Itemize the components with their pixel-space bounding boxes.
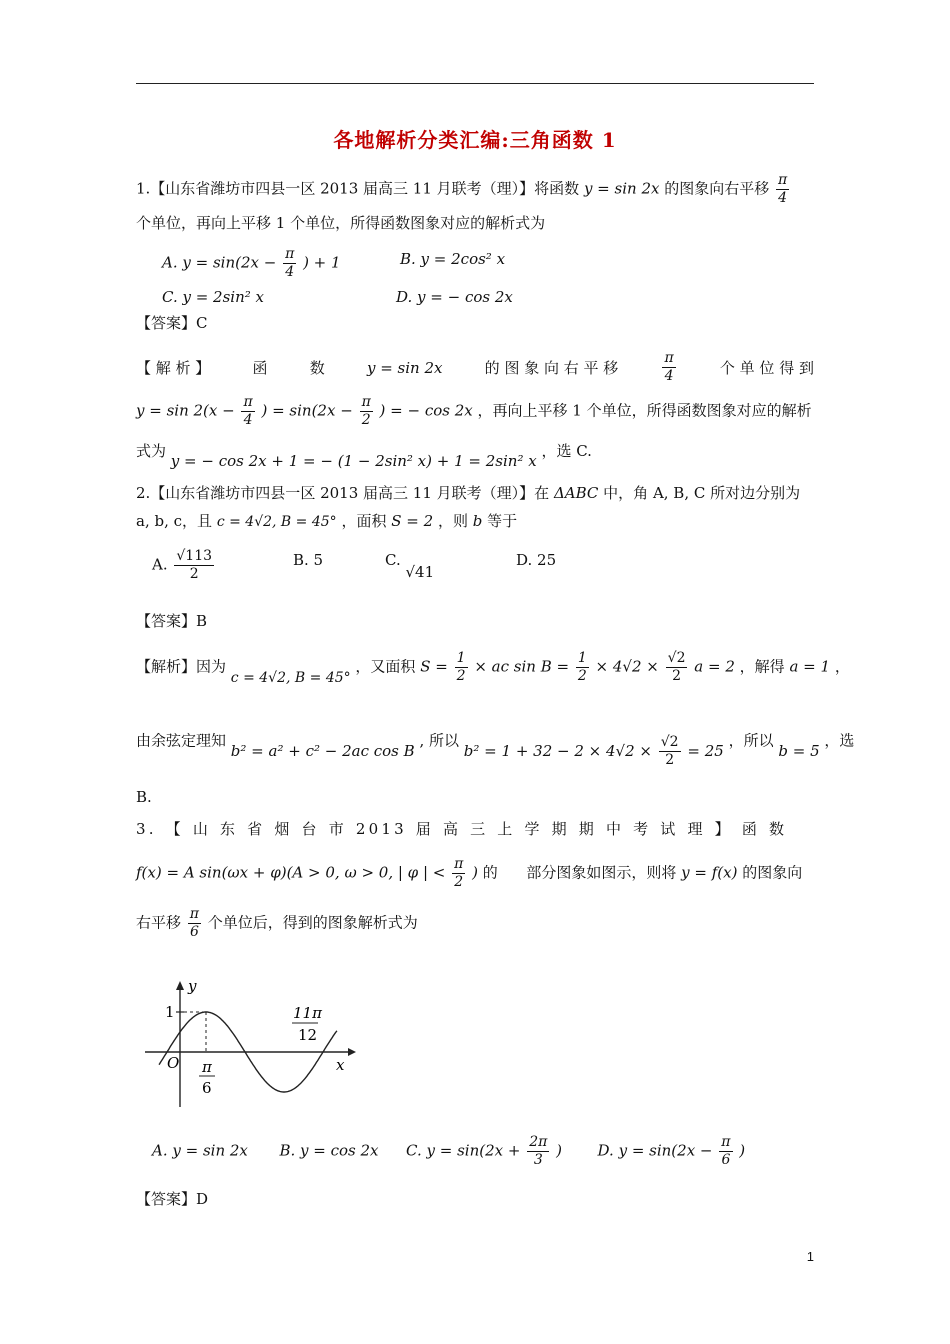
q3-option-d-pre: D. y = sin(2x − [597,1141,713,1160]
y-axis-label: y [188,977,197,995]
q1-ana2-num1: π [243,394,253,410]
q3-opt-c-num: 2π [529,1134,548,1150]
q2-ana1-half2-num: 1 [577,650,587,666]
q3-answer: 【答案】D [136,1190,209,1208]
q1-ana3-post: ，选 C. [541,442,592,460]
x-axis-label: x [336,1056,345,1074]
q2-ana2-root-num: √2 [660,734,679,750]
q2-analysis-line1 [136,650,850,685]
eleven-pi-den: 12 [298,1026,318,1044]
q2-stem-line1 [136,482,800,504]
q1-analysis-eq: y = sin 2x [366,358,443,377]
q1-ana2-fraction1 [241,394,254,429]
q2-ana2-eq2: b² = 1 + 32 − 2 × 4√2 × [463,741,652,760]
y-one-label: 1 [165,1003,175,1021]
q2-option-a [152,548,216,583]
q2-ana2-root-fraction [659,734,681,769]
q1-ana2-den2: 2 [361,412,371,428]
q2-analysis-line3: B. [136,788,152,806]
q2-stem2-c: ，则 [437,512,468,530]
q2-stem2-a: a, b, c，且 [136,512,213,530]
q3-stem3-num: π [189,906,199,922]
q2-ana1-half1-num: 1 [456,650,466,666]
q2-ana1-x1: × ac sin B = [474,657,570,676]
q2-stem2-b: ，面积 [341,512,387,530]
q1-opt-a-pre: A. y = sin(2x − [162,253,277,272]
q3-opt-d-num: π [721,1134,731,1150]
q1-analysis-fraction [662,350,675,385]
q2-stem-b: 中，角 A, B, C 所对边分别为 [603,484,801,502]
q2-ana2-post: ，所以 [728,731,774,750]
q2-ana1-half2 [576,650,589,685]
q3-option-c-fraction [527,1134,549,1169]
q2-opt-c-label: C. [385,551,401,569]
q2-ana1-root-den: 2 [672,668,682,684]
q2-ana2-root-den: 2 [665,752,675,768]
q3-stem2-num: π [454,856,464,872]
q1-ana3-pre: 式为 [136,442,167,460]
q1-ana2-fraction2 [360,394,373,429]
q1-ana2-den1: 4 [243,412,253,428]
q1-ana2-post: ) = − cos 2x [379,401,473,420]
q2-stem-line2 [136,510,517,533]
q1-stem-eq: y = sin 2x [583,179,660,198]
q3-option-a: A. y = sin 2x [152,1141,248,1160]
q3-options-row [152,1134,745,1169]
q2-option-b: B. 5 [293,551,324,569]
q2-ana1-x3: a = 2 [694,657,735,676]
q3-stem3-pre: 右平移 [136,913,182,932]
q1-ana2-pre: y = sin 2(x − [136,401,235,420]
q1-analysis-line3 [136,440,592,470]
q2-ana2-pre: 由余弦定理知 [136,731,227,750]
q1-stem-b: 的图象向右平移 [664,179,770,198]
q3-stem2-eq2: y = f(x) [681,863,738,882]
q3-option-d-fraction [719,1134,732,1169]
q2-ana2-end: ，选 [824,731,855,750]
q2-stem-triangle: ΔABC [553,484,599,502]
q1-analysis-mid: 的 图 象 向 右 平 移 [484,358,619,377]
q2-opt-a-num: √113 [176,548,213,564]
q1-ana3-eq: y = − cos 2x + 1 = − (1 − 2sin² x) + 1 = 2sin² x [170,452,537,470]
q2-ana1-half2-den: 2 [577,668,587,684]
q3-stem2-text: 的 部分图象如图示，则将 [482,863,677,882]
q1-stem-frac-num: π [778,172,788,188]
document-title: 各地解析分类汇编:三角函数 1 [333,128,617,152]
q1-ana2-mid: ) = sin(2x − [261,401,353,420]
q1-analysis-tail: 个 单 位 得 到 [719,358,814,377]
q1-option-d: D. y = − cos 2x [396,288,513,306]
q3-stem2-fraction [452,856,465,891]
q2-ana2-eq: b² = a² + c² − 2ac cos B [230,741,415,760]
q2-ana1-end: ， [834,657,850,676]
q2-stem2-var: b [472,512,483,530]
q2-ana1-mid: ，又面积 [355,657,416,676]
q2-ana2-result: b = 5 [778,741,820,760]
q3-stem-line3 [136,906,418,941]
q3-stem3-fraction [188,906,201,941]
q2-stem2-s: S = 2 [391,512,434,530]
header-rule [136,83,814,84]
q3-option-b: B. y = cos 2x [279,1141,379,1160]
q2-ana1-post: ，解得 [739,657,785,676]
q2-ana2-mid: , 所以 [419,731,459,750]
origin-label: O [167,1054,180,1072]
q2-ana1-half1 [455,650,468,685]
x-axis-arrow [348,1048,356,1056]
q1-analysis-frac-num: π [664,350,674,366]
q1-analysis-label: 【 解 析 】 [136,358,211,377]
pi6-den: 6 [202,1079,212,1097]
q1-stem-line1 [136,172,791,207]
q3-stem2-close: ) [472,863,478,882]
q1-ana2-num2: π [361,394,371,410]
q1-option-c: C. y = 2sin² x [162,288,264,306]
q2-analysis-line2 [136,724,855,768]
q2-stem2-cond: c = 4√2, B = 45° [216,514,337,530]
q2-ana1-cond: c = 4√2, B = 45° [230,669,351,686]
page-number: 1 [806,1249,814,1264]
q2-opt-a-label: A. [152,555,168,574]
q2-ana2-eq3: = 25 [687,741,724,760]
pi6-num: π [202,1058,212,1076]
q3-option-c-post: ) [556,1141,562,1160]
y-axis-arrow [176,981,184,990]
q3-stem2-eq: f(x) = A sin(ωx + φ)(A > 0, ω > 0, | φ | < [136,863,446,882]
q1-stem-line2: 个单位，再向上平移 1 个单位，所得函数图象对应的解析式为 [136,214,546,232]
q1-stem-fraction [776,172,789,207]
q3-option-d-post: ) [739,1141,746,1160]
q1-opt-a-den: 4 [285,264,295,280]
q1-analysis-frac-den: 4 [664,368,674,384]
q2-option-c [385,551,435,581]
q1-analysis-line2 [136,394,812,429]
q2-ana1-x2: × 4√2 × [595,657,659,676]
q3-sine-graph [140,975,370,1115]
q1-opt-a-fraction [283,246,296,281]
q1-analysis-word: 函 [252,358,268,377]
q3-stem-line2 [136,856,802,891]
eleven-pi-num: 11π [293,1004,322,1022]
q1-analysis-word: 数 [309,358,325,377]
q1-opt-a-num: π [285,246,295,262]
q2-ana1-half1-den: 2 [456,668,466,684]
q3-opt-c-den: 3 [533,1152,543,1168]
q3-option-c-pre: C. y = sin(2x + [406,1141,521,1160]
q1-ana2-text: ，再向上平移 1 个单位，所得函数图象对应的解析 [477,401,812,420]
q2-stem2-d: 等于 [487,512,518,530]
q1-answer: 【答案】C [136,314,208,332]
q2-opt-a-fraction [174,548,214,583]
q2-answer: 【答案】B [136,612,208,630]
q2-ana1-s: S = [420,657,448,676]
q1-stem-a: 1.【山东省潍坊市四县一区 2013 届高三 11 月联考（理）】将函数 [136,179,580,198]
q3-stem3-post: 个单位后，得到的图象解析式为 [207,913,418,932]
q2-opt-a-den: 2 [189,566,199,582]
q2-option-d: D. 25 [516,551,557,569]
q2-ana1-pre: 【解析】因为 [136,657,227,676]
q3-opt-d-den: 6 [721,1152,731,1168]
q2-ana1-root-fraction [666,650,688,685]
q3-stem-line1 [136,818,814,840]
q3-stem2-den: 2 [454,874,464,890]
q1-opt-a-post: ) + 1 [303,253,341,272]
q2-ana1-root-num: √2 [667,650,686,666]
q2-stem-a: 2.【山东省潍坊市四县一区 2013 届高三 11 月联考（理）】在 [136,484,550,502]
q3-stem2-end: 的图象向 [742,863,803,882]
q3-stem3-den: 6 [189,924,199,940]
q2-ana1-result: a = 1 [789,657,831,676]
q1-option-b: B. y = 2cos² x [400,250,506,268]
q1-option-a [162,246,341,281]
q1-stem-frac-den: 4 [778,190,788,206]
q2-opt-c-value: √41 [405,563,435,581]
q1-analysis-line1 [136,350,814,385]
q3-stem-a: 3. 【 山 东 省 烟 台 市 2013 届 高 三 上 学 期 期 中 考 试 理 】 函 数 [136,820,788,838]
